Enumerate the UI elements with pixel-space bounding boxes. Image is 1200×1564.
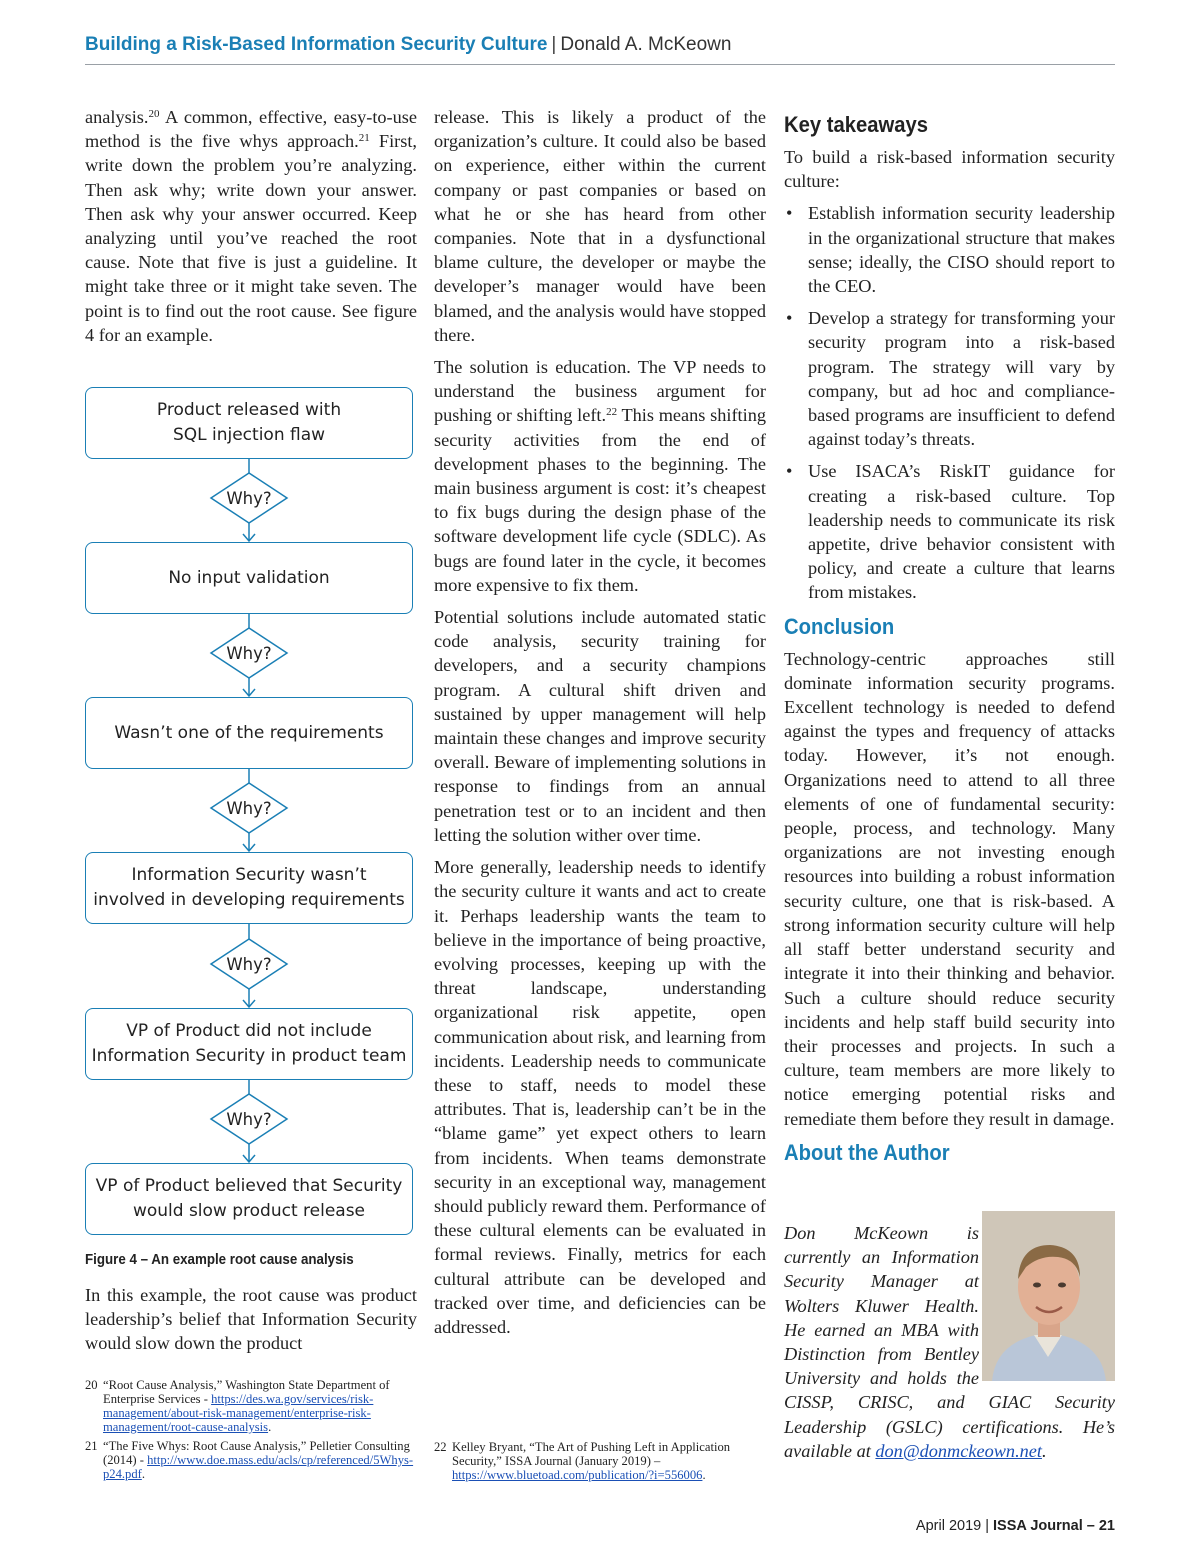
column-right [784, 105, 1115, 1173]
paragraph: More generally, leadership needs to identify the security culture it wants and act to create it. Perhaps leadership wants the team to believe in the importance of being proactive, evolving processes, keeping up with the threat landscape, understanding organizational risk appetite, open communication about risk, and learning from incidents. Leadership needs to communicate these to staff, needs to model these attributes. That is, leadership can’t be in the “blame game” yet expect others to learn from incidents. When teams demonstrate security in an exceptional way, management should publicly reward them. Performance of these cultural elements can be evaluated in formal reviews. Finally, metrics for each cultural attribute can be developed and tracked over time, and deficiencies can be addressed. [434, 857, 767, 1337]
header-title: Building a Risk-Based Information Security Culture [85, 34, 548, 55]
flow-box-cause-4: VP of Product did not include Information Security in product team [85, 1008, 413, 1080]
about-author-heading: About the Author [784, 1139, 950, 1165]
paragraph: The solution is education. The VP needs to understand the business argument for pushing or shifting left.$^{22}$ This means shifting security activities from the end of development phases to the beginning. The main business argument is cost: it’s cheapest to fix bugs during the design phase of the software development life cycle (SDLC). As bugs are found later in the cycle, it becomes more expensive to fix them. [434, 357, 766, 595]
running-header [85, 32, 1115, 65]
header-separator: | [551, 34, 557, 55]
paragraph: Technology-centric approaches still dominate information security programs. Excellent technology is needed to defend against the types and frequency of attacks today. However, it’s not enough. Organizations need to attend to all three elements of one of fundamental security: people, process, and technology. Many organizations are not investing enough resources into building a robust information security culture, one that is risk-based. A strong information security culture will help all staff better understand security and integrate it into their thinking and behavior. Such a culture should reduce security incidents and help staff build security into their processes and projects. In such a culture, team members are more likely to notice emerging potential risks and remediate them before they result in damage. [784, 648, 1115, 1129]
paragraph: In this example, the root cause was product leadership’s belief that Information Security would slow down the product [85, 1285, 417, 1354]
journal-page: ISSA Journal – 21 [993, 1518, 1115, 1534]
footnote-ref-20[interactable]: 20 [148, 108, 160, 120]
takeaways-list [784, 201, 1115, 604]
footnotes-middle [434, 1440, 766, 1487]
figure-caption: Figure 4 – An example root cause analysis [85, 1252, 354, 1268]
page-footer: April 2019 | ISSA Journal – 21 [915, 1518, 1115, 1534]
footnote-link[interactable]: https://des.wa.gov/services/risk-management/about-risk-management/enterprise-risk-management/root-cause-analysis [103, 1392, 374, 1434]
column-left [85, 105, 417, 355]
footnote-20: 20 “Root Cause Analysis,” Washington State Department of Enterprise Services - https://des.wa.gov/services/risk-management/about-risk-management/enterprise-risk-management/root-cause-analysis. [85, 1378, 390, 1434]
list-item: • Use ISACA’s RiskIT guidance for creating a risk-based culture. Top leadership needs to communicate its risk appetite, drive behavior consistent with policy, and create a culture that learns from mistakes. [784, 459, 1115, 604]
paragraph: Potential solutions include automated static code analysis, security training for developers, and a security champions program. A cultural shift driven and sustained by upper management will help maintain these changes and improve security overall. Beware of implementing solutions in response to findings from an annual penetration test or to an incident and then letting the solution wither over time. [434, 607, 766, 845]
flow-box-problem: Product released with SQL injection flaw [85, 387, 413, 459]
why-label: Why? [226, 799, 272, 818]
list-item: • Establish information security leadership in the organizational structure that makes sense; ideally, the CISO should report to the CEO. [784, 201, 1115, 298]
flowchart-connectors [84, 384, 418, 1244]
footnote-ref-22[interactable]: 22 [606, 406, 618, 419]
why-label: Why? [226, 644, 272, 663]
footnote-ref-21[interactable]: 21 [358, 132, 370, 145]
paragraph: release. This is likely a product of the organization’s culture. It could also be based on experience, either within the current company or past companies or based on what he or she has heard from other companies. Note that in a dysfunctional blame culture, the developer or maybe the developer’s manager would have been blamed, and the analysis would have stopped there. [434, 107, 766, 345]
column-middle [434, 105, 766, 1347]
author-email-link[interactable]: don@donmckeown.net [875, 1440, 1042, 1461]
flow-box-cause-2: Wasn’t one of the requirements [85, 697, 413, 769]
footnote-link[interactable]: http://www.doe.mass.edu/acls/cp/referenced/5Whys-p24.pdf [103, 1453, 414, 1481]
header-author: Donald A. McKeown [560, 34, 732, 55]
why-label: Why? [226, 955, 272, 974]
footnote-22: 22 Kelley Bryant, “The Art of Pushing Left in Application Security,” ISSA Journal (January 2019) – https://www.bluetoad.com/publication/?i=556006. [434, 1440, 731, 1482]
paragraph: analysis.$^{20}$ A common, effective, easy-to-use method is the five whys approach.$^{21}$ First, write down the problem you’re analyzing. Then ask why; write down your answer. Then ask why your answer occurred. Keep analyzing until you’ve reached the root cause. Note that five is just a guideline. It might take three or it might take seven. The point is to find out the root cause. See figure 4 for an example. [85, 107, 418, 345]
list-item: • Develop a strategy for transforming your security program into a risk-based program. The strategy will vary by company, but ad hoc and compliance-based programs are insufficient to defend against today’s threats. [784, 306, 1115, 451]
why-label: Why? [226, 1110, 272, 1129]
footnote-21: 21 “The Five Whys: Root Cause Analysis,” Pelletier Consulting (2014) - http://www.doe.mass.edu/acls/cp/referenced/5Whys-p24.pdf. [85, 1439, 414, 1481]
key-takeaways-heading: Key takeaways [784, 112, 929, 137]
footnote-link[interactable]: https://www.bluetoad.com/publication/?i=556006 [452, 1468, 703, 1482]
why-label: Why? [226, 489, 272, 508]
flow-box-cause-3: Information Security wasn’t involved in developing requirements [85, 852, 413, 924]
issue-date: April 2019 [915, 1518, 982, 1534]
flow-box-cause-1: No input validation [85, 542, 413, 614]
flow-box-root-cause: VP of Product believed that Security would slow product release [85, 1163, 413, 1235]
author-bio-text: Don McKeown is currently an Information Security Manager at Wolters Kluwer Health. He earned an MBA with Distinction from Bentley University and holds the CISSP, CRISC, and GIAC Security Leadership (GSLC) certifications. He’s available at don@donmckeown.net. [784, 1223, 1115, 1461]
conclusion-heading: Conclusion [784, 613, 895, 639]
footnotes-left [85, 1378, 417, 1486]
takeaways-intro: To build a risk-based information security culture: [784, 147, 1115, 192]
five-whys-flowchart [84, 384, 418, 1244]
